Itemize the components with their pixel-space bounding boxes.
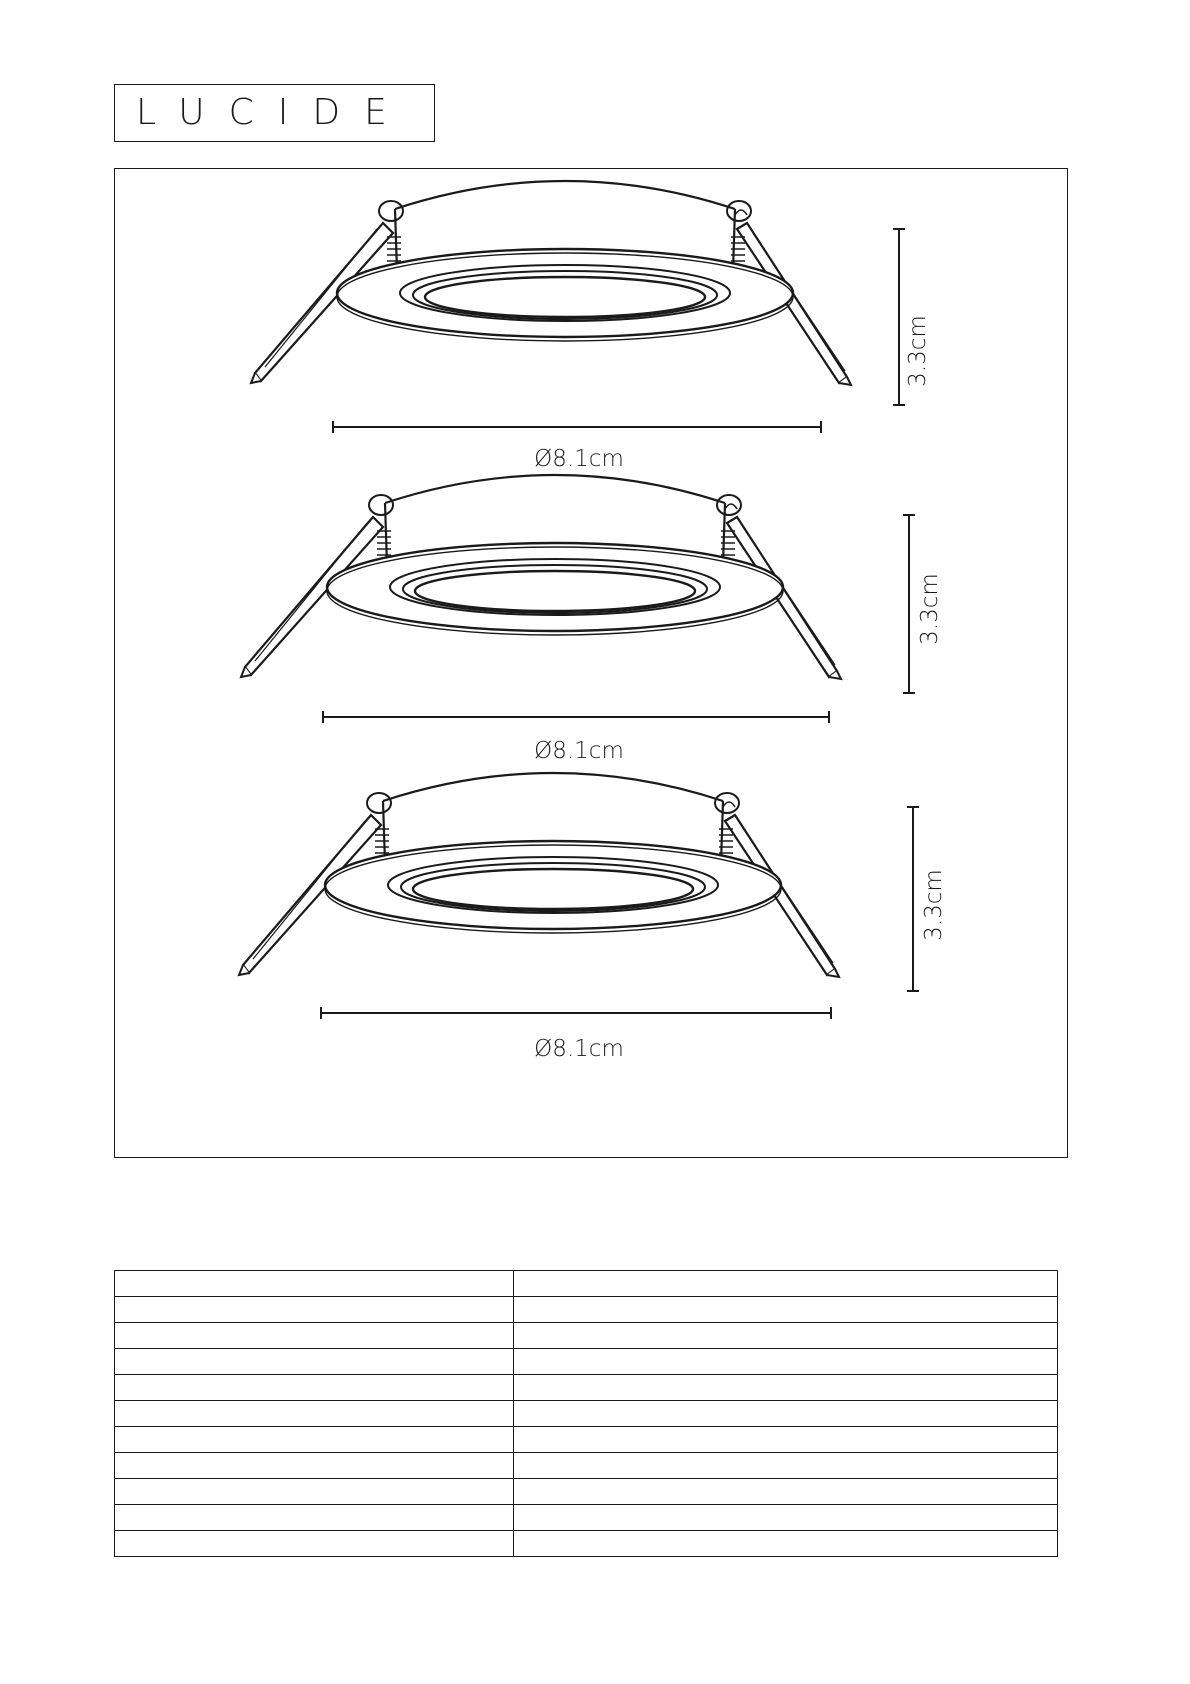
spec-table-body [115,1271,1058,1557]
diameter-label-3: Ø8.1cm [534,1036,624,1062]
spec-key-cell [115,1453,514,1479]
height-label-2: 3.3cm [917,573,943,645]
spec-key-cell [115,1323,514,1349]
spec-key-cell [115,1349,514,1375]
spec-key-cell [115,1505,514,1531]
spec-value-cell [514,1349,1058,1375]
lucide-logo [114,84,434,142]
table-row [115,1505,1058,1531]
spec-key-cell [115,1479,514,1505]
diameter-label-1: Ø8.1cm [534,446,624,472]
spec-key-cell [115,1375,514,1401]
spec-value-cell [514,1479,1058,1505]
table-row [115,1427,1058,1453]
table-row [115,1349,1058,1375]
technical-drawing [115,169,1069,1159]
diameter-dimension-2 [323,711,829,723]
height-label-1: 3.3cm [905,315,931,387]
table-row [115,1271,1058,1297]
fixture-drawing-1 [251,181,931,472]
table-row [115,1531,1058,1557]
spec-value-cell [514,1297,1058,1323]
spec-key-cell [115,1297,514,1323]
table-row [115,1453,1058,1479]
fixture-drawing-2 [241,475,943,764]
spec-value-cell [514,1323,1058,1349]
height-dimension-3 [907,807,919,991]
spec-value-cell [514,1271,1058,1297]
spec-key-cell [115,1531,514,1557]
diameter-dimension-1 [333,421,821,433]
diameter-dimension-3 [321,1007,831,1019]
height-dimension-1 [893,229,905,405]
spec-value-cell [514,1375,1058,1401]
height-dimension-2 [903,515,915,693]
spec-table [114,1270,1058,1557]
spec-value-cell [514,1505,1058,1531]
drawing-panel [114,168,1068,1158]
spec-value-cell [514,1427,1058,1453]
table-row [115,1401,1058,1427]
spec-key-cell [115,1427,514,1453]
spec-key-cell [115,1401,514,1427]
fixture-drawing-3 [239,773,947,1062]
height-label-3: 3.3cm [921,869,947,941]
logo-text: LUCIDE [136,92,411,133]
spec-value-cell [514,1453,1058,1479]
table-row [115,1479,1058,1505]
table-row [115,1297,1058,1323]
table-row [115,1375,1058,1401]
spec-key-cell [115,1271,514,1297]
spec-value-cell [514,1531,1058,1557]
spec-value-cell [514,1401,1058,1427]
table-row [115,1323,1058,1349]
diameter-label-2: Ø8.1cm [534,738,624,764]
